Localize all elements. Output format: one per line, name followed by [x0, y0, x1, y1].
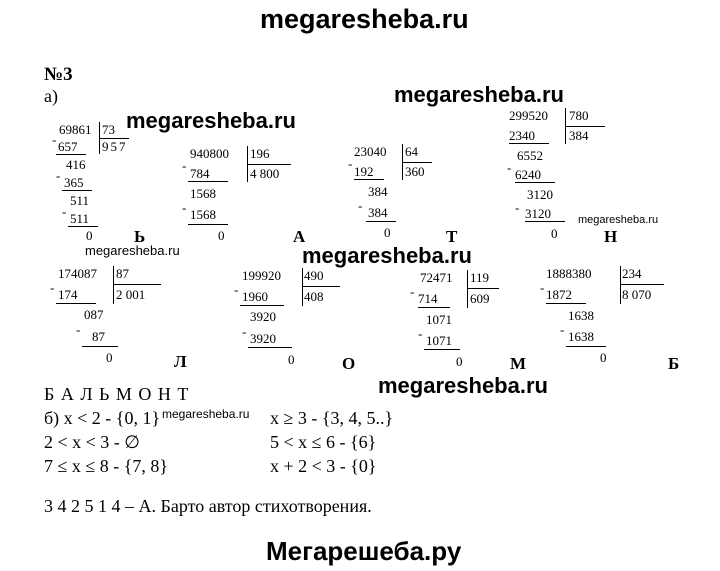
watermark-bottom: Мегарешеба.ру	[266, 536, 462, 566]
result-letter: А	[293, 227, 306, 246]
result-letter: О	[342, 354, 356, 373]
conclusion: 3 4 2 5 1 4 – А. Барто автор стихотворения.	[44, 496, 372, 516]
quotient: 8 070	[622, 287, 652, 302]
result-letter: Л	[174, 352, 187, 371]
part-b-right: x ≥ 3 - {3, 4, 5..}	[270, 408, 394, 428]
quotient: 609	[470, 291, 490, 306]
dividend: 23040	[354, 144, 387, 159]
result-letter: Н	[604, 227, 618, 246]
step: 714	[418, 291, 438, 306]
step: 1071	[426, 312, 452, 327]
step: 0	[218, 228, 225, 243]
quotient: 360	[405, 164, 425, 179]
step: 0	[384, 225, 391, 240]
quotient: 408	[304, 289, 324, 304]
part-b-left: б) x < 2 - {0, 1}	[44, 408, 161, 428]
divisor: 64	[405, 144, 418, 159]
watermark: megaresheba.ru	[394, 82, 564, 107]
part-b-right: x + 2 < 3 - {0}	[270, 456, 377, 476]
step: 0	[106, 350, 113, 365]
step: 1071	[426, 333, 452, 348]
result-letter: Ь	[134, 227, 146, 246]
divisor: 119	[470, 270, 490, 285]
step: 1872	[546, 287, 572, 302]
step: 1568	[190, 186, 216, 201]
watermark-small: megaresheba.ru	[162, 407, 250, 421]
step: 416	[66, 157, 86, 172]
result-letter: Б	[668, 354, 680, 373]
step: 3120	[527, 187, 553, 202]
watermark-small: megaresheba.ru	[85, 243, 180, 258]
result-letter: Т	[446, 227, 458, 246]
divisor: 234	[622, 266, 642, 281]
quotient: 4 800	[250, 166, 280, 181]
step: 1568	[190, 207, 216, 222]
step: 87	[92, 329, 105, 344]
step: 2340	[509, 128, 535, 143]
watermark: megaresheba.ru	[378, 373, 548, 398]
quotient: 384	[569, 128, 589, 143]
step: 3920	[250, 309, 276, 324]
divisor: 73	[102, 122, 115, 137]
step: 192	[354, 164, 374, 179]
step: 0	[288, 352, 295, 367]
quotient: 2 001	[116, 287, 146, 302]
step: 784	[190, 166, 210, 181]
step: 3120	[525, 206, 551, 221]
answer-word: Б А Л Ь М О Н Т	[44, 384, 190, 404]
divisor: 87	[116, 266, 129, 281]
step: 0	[456, 354, 463, 369]
part-b-right: 5 < x ≤ 6 - {6}	[270, 432, 377, 452]
task-number: №3	[44, 64, 73, 85]
step: 1638	[568, 329, 594, 344]
watermark: megaresheba.ru	[302, 243, 472, 268]
dividend: 940800	[190, 146, 229, 161]
dividend: 299520	[509, 108, 548, 123]
step: 174	[58, 287, 78, 302]
step: 3920	[250, 331, 276, 346]
step: 1638	[568, 308, 594, 323]
step: 0	[600, 350, 607, 365]
step: 087	[84, 307, 104, 322]
watermark-top: megaresheba.ru	[260, 4, 469, 34]
quotient: 957	[102, 139, 128, 154]
dividend: 72471	[420, 270, 453, 285]
step: 0	[86, 228, 93, 243]
result-letter: М	[510, 354, 527, 373]
watermark-small: megaresheba.ru	[578, 214, 659, 226]
step: 384	[368, 205, 388, 220]
dividend: 1888380	[546, 266, 592, 281]
dividend: 199920	[242, 268, 281, 283]
step: 511	[70, 211, 90, 226]
watermark: megaresheba.ru	[126, 108, 296, 133]
divisor: 196	[250, 146, 270, 161]
step: 384	[368, 184, 388, 199]
divisor: 490	[304, 268, 324, 283]
step: 1960	[242, 289, 268, 304]
step: 365	[64, 175, 84, 190]
dividend: 69861	[59, 122, 92, 137]
part-b-left: 2 < x < 3 - ∅	[44, 432, 140, 452]
step: 6552	[517, 148, 543, 163]
step: 657	[58, 139, 78, 154]
part-b-left: 7 ≤ x ≤ 8 - {7, 8}	[44, 456, 169, 476]
divisor: 780	[569, 108, 589, 123]
step: 0	[551, 226, 558, 241]
step: 6240	[515, 167, 541, 182]
step: 511	[70, 193, 90, 208]
dividend: 174087	[58, 266, 97, 281]
part-a-label: а)	[44, 86, 58, 106]
